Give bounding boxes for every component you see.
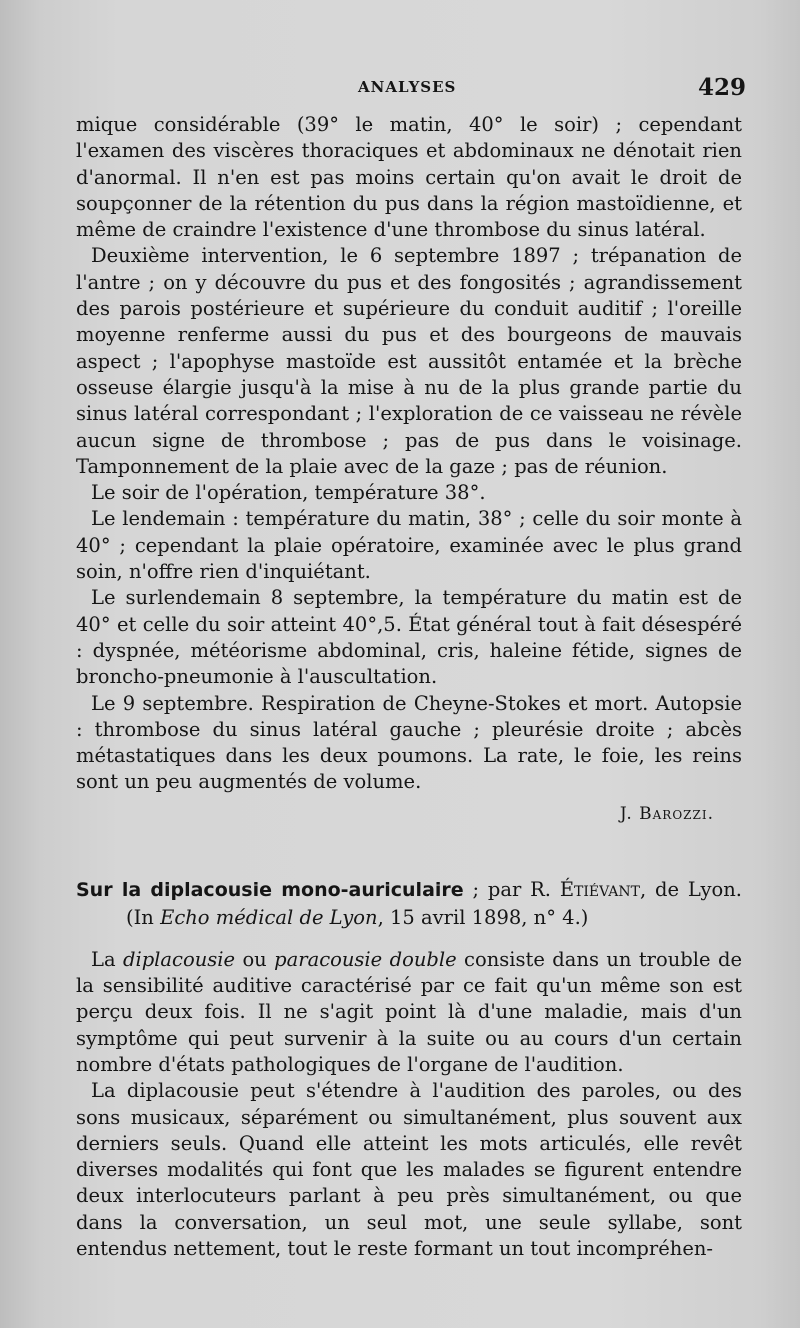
page-header bbox=[0, 74, 800, 104]
title-date: , 15 avril 1898, n° 4.) bbox=[377, 905, 589, 929]
running-head: ANALYSES bbox=[358, 78, 457, 96]
term-paracousie-double: paracousie double bbox=[274, 947, 457, 971]
paragraph-second-intervention: Deuxième intervention, le 6 septembre 1897 ; trépanation de l'antre ; on y découvre du pus et des fongosités ; agrandissement des parois postérieure et supérieure du conduit auditif ; l'oreille moyenne renferme aussi du pus et des bourgeons de mauvais aspect ; l'apophyse mastoïde est aussitôt entamée et la brèche osseuse élargie jusqu'à la mise à nu de la plus grande partie du sinus latéral correspondant ; l'exploration de ce vaisseau ne révèle aucun signe de thrombose ; pas de pus dans le voisinage. Tamponnement de la plaie avec de la gaze ; pas de réunion. bbox=[76, 244, 742, 478]
article-author: Étiévant bbox=[559, 877, 640, 901]
journal-name: Echo médical de Lyon bbox=[160, 905, 378, 929]
definition-rest: consiste dans un trouble de la sensibilité auditive caractérisé par ce fait qu'un même son est perçu deux fois. Il ne s'agit point là d'une maladie, mais d'un symptôme qui peut survenir à la suite ou au cours d'un certain nombre d'états pathologiques de l'organe de l'audition. bbox=[76, 947, 742, 1076]
signature: J. Barozzi. bbox=[619, 803, 714, 824]
text-body bbox=[76, 112, 742, 1262]
paragraph-extent: La diplacousie peut s'étendre à l'audition des paroles, ou des sons musicaux, séparément ou simultanément, plus souvent aux derniers seuls. Quand elle atteint les mots articulés, elle revêt diverses modalités qui font que les malades se figurent entendre deux interlocuteurs parlant à peu près simultanément, ou que dans la conversation, un seul mot, une seule syllabe, sont entendus nettement, tout le reste formant un tout incompréhen- bbox=[76, 1079, 742, 1260]
term-diplacousie: diplacousie bbox=[122, 947, 236, 971]
article-title-bold: Sur la diplacousie mono-auriculaire bbox=[76, 878, 464, 901]
paragraph-september-9: Le 9 septembre. Respiration de Cheyne-Stokes et mort. Autopsie : thrombose du sinus latéral gauche ; pleurésie droite ; abcès métastatiques dans les deux poumons. La rate, le foie, les reins sont un peu augmentés de volume. bbox=[76, 691, 742, 794]
title-separator: ; par R. bbox=[463, 877, 560, 901]
page-number: 429 bbox=[698, 74, 747, 101]
paragraph-september-8: Le surlendemain 8 septembre, la température du matin est de 40° et celle du soir atteint 40°,5. État général tout à fait désespéré : dyspnée, météorisme abdominal, cris, haleine fétide, signes de broncho-pneumonie à l'auscultation. bbox=[76, 586, 742, 689]
title-location: , de Lyon. (In bbox=[126, 877, 742, 929]
definition-or: ou bbox=[235, 947, 275, 971]
article-title bbox=[76, 876, 742, 931]
paragraph-next-day: Le lendemain : température du matin, 38° ; celle du soir monte à 40° ; cependant la plaie opératoire, examinée avec le plus grand soin, n'offre rien d'inquiétant. bbox=[76, 507, 742, 584]
paragraph-continuation: mique considérable (39° le matin, 40° le soir) ; cependant l'examen des viscères thoraciques et abdominaux ne dénotait rien d'anormal. Il n'en est pas moins certain qu'on avait le droit de soupçonner de la rétention du pus dans la région mastoïdienne, et même de craindre l'existence d'une thrombose du sinus latéral. bbox=[76, 113, 742, 242]
definition-start: La bbox=[91, 947, 123, 971]
paragraph-definition bbox=[76, 947, 742, 1078]
paragraph-evening-temperature: Le soir de l'opération, température 38°. bbox=[91, 481, 486, 505]
